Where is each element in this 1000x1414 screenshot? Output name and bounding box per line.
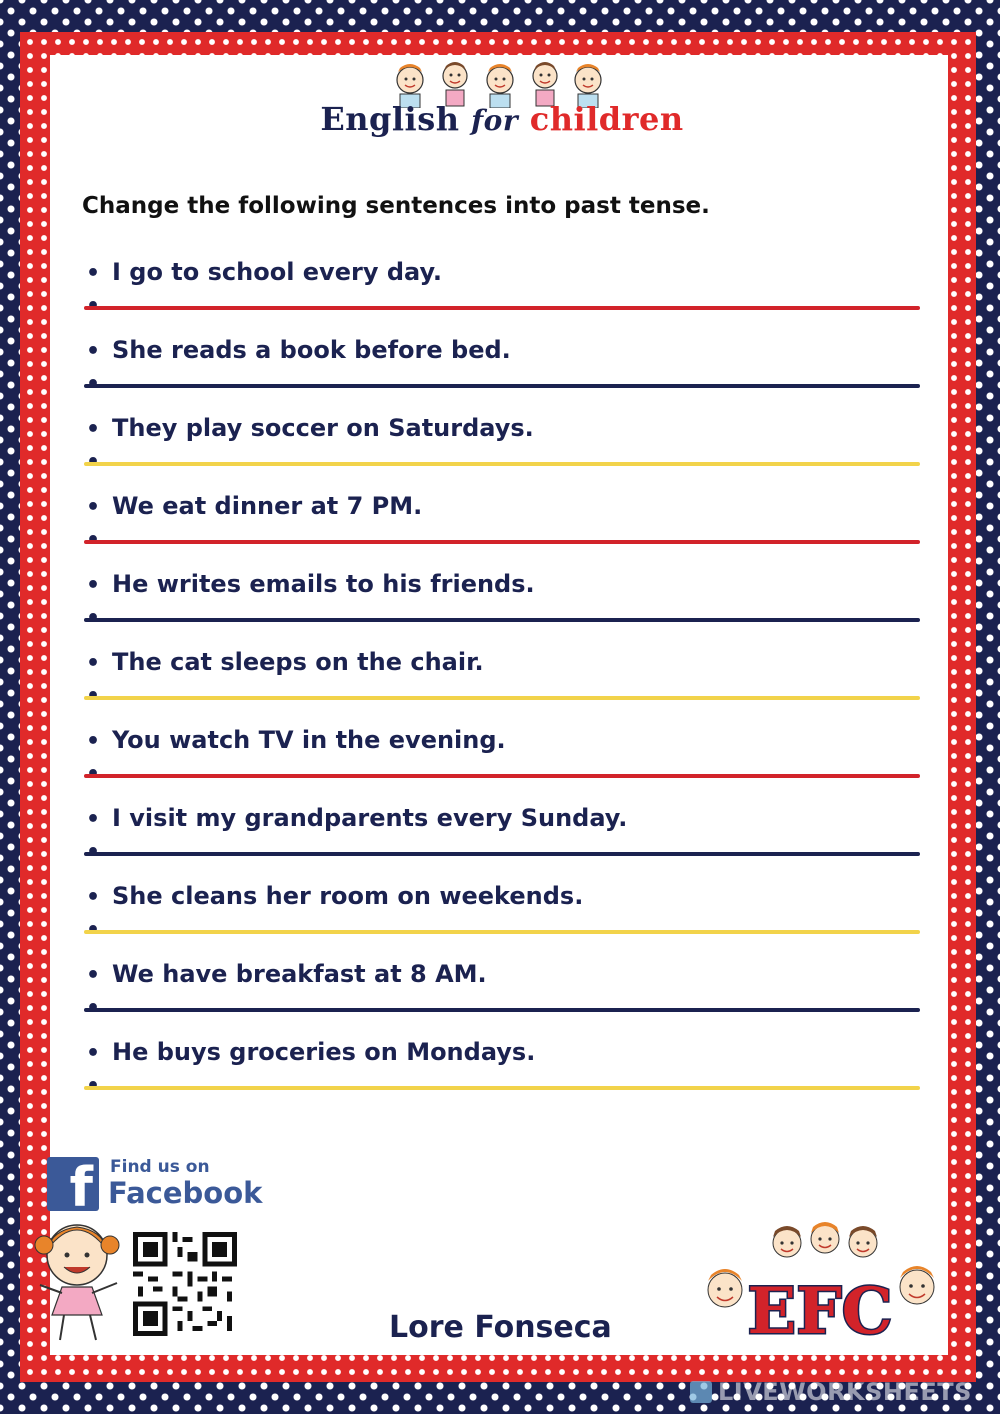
sentence-label: They play soccer on Saturdays. [112,414,534,442]
answer-input[interactable] [84,618,920,622]
sentence-text [86,960,487,988]
facebook-link[interactable] [47,1157,267,1217]
bullet: • [86,651,101,676]
sentence-text [86,1038,535,1066]
qr-code [133,1232,237,1336]
answer-bullet: • [86,528,101,553]
answer-input[interactable] [84,774,920,778]
logo-children: children [529,100,684,138]
answer-bullet: • [86,918,101,943]
sentence-text [86,804,627,832]
exercise-item-9 [0,882,1000,960]
answer-input[interactable] [84,1008,920,1012]
answer-input[interactable] [84,540,920,544]
answer-bullet: • [86,606,101,631]
answer-input[interactable] [84,462,920,466]
answer-bullet: • [86,762,101,787]
sentence-label: He writes emails to his friends. [112,570,535,598]
instruction-text: Change the following sentences into past tense. [82,193,710,219]
facebook-find-us-label: Find us on [110,1157,210,1177]
header-logo [300,60,700,150]
facebook-name-label: Facebook [108,1176,263,1210]
sentence-text [86,492,422,520]
exercise-item-1 [0,258,1000,336]
bullet: • [86,963,101,988]
liveworksheets-icon [690,1381,712,1403]
logo-english: English [320,100,460,138]
sentence-label: She reads a book before bed. [112,336,511,364]
answer-input[interactable] [84,930,920,934]
bullet: • [86,1041,101,1066]
answer-bullet: • [86,372,101,397]
sentence-text [86,726,506,754]
exercise-item-4 [0,492,1000,570]
liveworksheets-watermark [690,1378,972,1406]
answer-input[interactable] [84,852,920,856]
bullet: • [86,339,101,364]
watermark-text: LIVEWORKSHEETS [718,1378,972,1406]
sentence-label: He buys groceries on Mondays. [112,1038,536,1066]
sentence-label: We eat dinner at 7 PM. [112,492,423,520]
sentence-label: You watch TV in the evening. [112,726,506,754]
exercise-item-10 [0,960,1000,1038]
exercise-item-8 [0,804,1000,882]
sentence-text [86,882,583,910]
sentence-label: We have breakfast at 8 AM. [112,960,487,988]
bullet: • [86,417,101,442]
exercise-item-7 [0,726,1000,804]
girl-illustration [22,1215,132,1345]
answer-bullet: • [86,996,101,1021]
facebook-icon: f [47,1157,99,1211]
bullet: • [86,807,101,832]
answer-input[interactable] [84,696,920,700]
sentence-label: She cleans her room on weekends. [112,882,584,910]
bullet: • [86,885,101,910]
sentence-text [86,258,442,286]
answer-bullet: • [86,294,101,319]
sentence-label: The cat sleeps on the chair. [112,648,484,676]
bullet: • [86,261,101,286]
efc-logo [695,1215,945,1345]
answer-bullet: • [86,1074,101,1099]
exercise-item-5 [0,570,1000,648]
exercise-item-2 [0,336,1000,414]
answer-input[interactable] [84,306,920,310]
sentence-text [86,648,484,676]
sentence-text [86,570,535,598]
answer-bullet: • [86,684,101,709]
answer-bullet: • [86,840,101,865]
logo-for: for [471,104,519,137]
exercise-item-3 [0,414,1000,492]
bullet: • [86,573,101,598]
bullet: • [86,495,101,520]
exercise-item-11 [0,1038,1000,1116]
site-logo-text [312,100,692,138]
sentence-label: I visit my grandparents every Sunday. [112,804,628,832]
bullet: • [86,729,101,754]
sentence-text [86,336,511,364]
exercise-item-6 [0,648,1000,726]
answer-input[interactable] [84,384,920,388]
efc-letters: EFC [747,1274,893,1345]
answer-input[interactable] [84,1086,920,1090]
author-name: Lore Fonseca [389,1310,612,1345]
sentence-label: I go to school every day. [112,258,443,286]
answer-bullet: • [86,450,101,475]
sentence-text [86,414,534,442]
